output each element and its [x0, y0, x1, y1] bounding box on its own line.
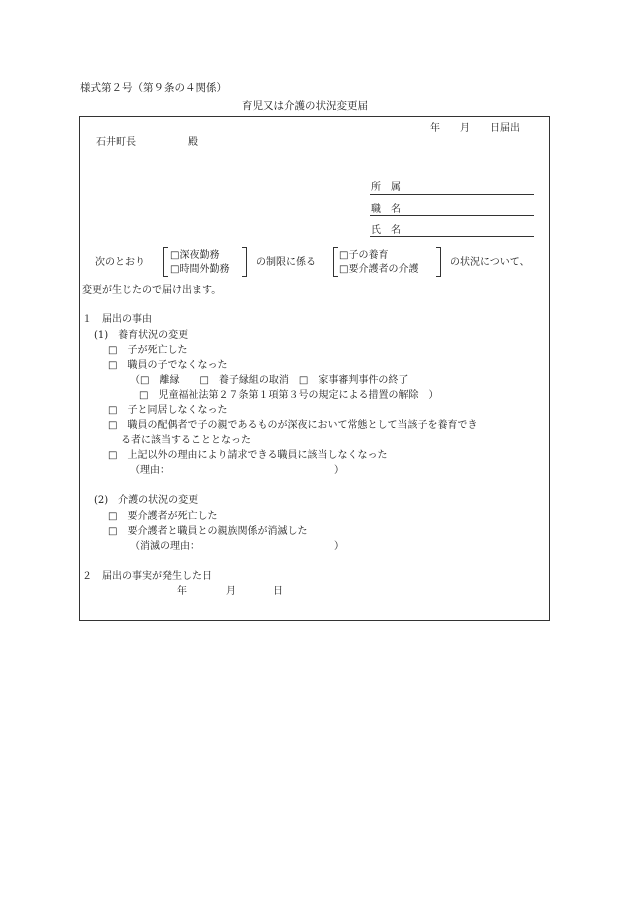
option-childcare[interactable]: □子の養育: [339, 250, 389, 261]
item-reason-options[interactable]: （□ 離縁 □ 養子縁組の取消 □ 家事審判事件の終了: [130, 375, 409, 386]
statement-prefix: 次のとおり: [95, 257, 145, 268]
option-overtime-work[interactable]: □時間外勤務: [170, 264, 230, 275]
position-field[interactable]: [370, 215, 534, 216]
item-spouse-line-2: る者に該当することとなった: [121, 435, 251, 446]
bracket-left-1: [163, 247, 168, 277]
section2-heading: ２ 届出の事実が発生した日: [82, 571, 212, 582]
option-nursing-care[interactable]: □要介護者の介護: [339, 264, 419, 275]
statement-suffix: の状況について、: [450, 257, 530, 268]
name-field[interactable]: [370, 236, 534, 237]
addressee-honorific: 殿: [188, 137, 198, 148]
item-spouse-line-1[interactable]: □ 職員の配偶者で子の親であるものが深夜において常態として当該子を養育でき: [108, 420, 478, 431]
item-welfare-measure[interactable]: □ 児童福祉法第２７条第１項第３号の規定による措置の解除 ）: [139, 390, 439, 401]
statement-middle: の制限に係る: [256, 257, 316, 268]
sub2-heading: (2) 介護の状況の変更: [94, 495, 199, 506]
position-label: 職 名: [371, 204, 401, 215]
item-no-longer-child[interactable]: □ 職員の子でなくなった: [108, 360, 228, 371]
reason-label: （理由：: [130, 465, 170, 476]
form-number: 様式第２号（第９条の４関係）: [80, 82, 227, 94]
bracket-right-2: [436, 247, 441, 277]
occurrence-year: 年: [177, 586, 187, 597]
section1-heading: １ 届出の事由: [82, 314, 152, 325]
form-title: 育児又は介護の状況変更届: [242, 100, 368, 112]
item-child-died[interactable]: □ 子が死亡した: [108, 345, 188, 356]
department-field[interactable]: [370, 194, 534, 195]
item-not-cohabiting[interactable]: □ 子と同居しなくなった: [108, 405, 228, 416]
bracket-left-2: [333, 247, 338, 277]
bracket-right-1: [242, 247, 247, 277]
submission-date: 年 月 日届出: [430, 123, 520, 134]
addressee-name: 石井町長: [96, 137, 136, 148]
extinction-reason-close: ）: [334, 541, 344, 552]
occurrence-month: 月: [226, 586, 236, 597]
item-care-recipient-died[interactable]: □ 要介護者が死亡した: [108, 511, 218, 522]
occurrence-day: 日: [273, 586, 283, 597]
extinction-reason-label: （消滅の理由：: [130, 541, 200, 552]
name-label: 氏 名: [371, 225, 401, 236]
department-label: 所 属: [371, 182, 401, 193]
statement-line-2: 変更が生じたので届け出ます。: [82, 285, 222, 296]
item-relation-ended[interactable]: □ 要介護者と職員との親族関係が消滅した: [108, 526, 308, 537]
option-night-work[interactable]: □深夜勤務: [170, 250, 220, 261]
reason-close: ）: [334, 465, 344, 476]
sub1-heading: (1) 養育状況の変更: [94, 330, 189, 341]
item-other-reason[interactable]: □ 上記以外の理由により請求できる職員に該当しなくなった: [108, 450, 388, 461]
